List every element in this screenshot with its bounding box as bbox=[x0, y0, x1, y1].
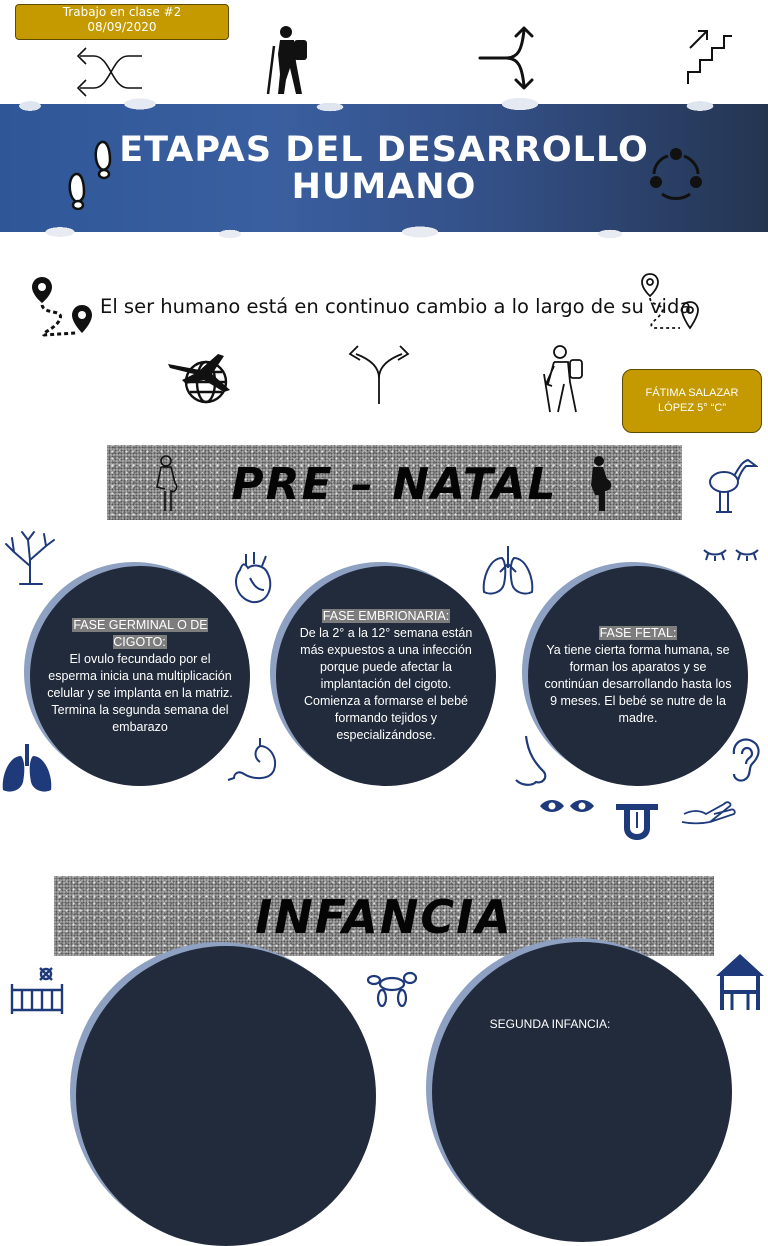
merge-arrows-icon bbox=[478, 24, 544, 90]
tree-icon bbox=[0, 530, 58, 586]
phase-name: FASE EMBRIONARIA: bbox=[322, 609, 450, 623]
pregnant-woman-icon bbox=[587, 455, 615, 513]
crib-icon bbox=[10, 966, 64, 1016]
eyelashes-icon bbox=[702, 544, 762, 562]
phase-description: El ovulo fecundado por el esperma inicia una multiplicación celular y se implanta en la matriz. Termina la segunda semana del embarazo bbox=[47, 651, 233, 734]
phase-name: FASE FETAL: bbox=[599, 626, 677, 640]
cycle-icon bbox=[648, 146, 704, 204]
phase-circle-fetal bbox=[528, 566, 748, 786]
infancia-header bbox=[54, 876, 714, 956]
infancia-circle-left bbox=[76, 946, 376, 1246]
stork-icon bbox=[706, 456, 758, 516]
heart-organ-icon bbox=[230, 550, 276, 606]
stomach-icon bbox=[226, 736, 280, 784]
tongue-icon bbox=[614, 800, 660, 844]
hand-icon bbox=[680, 800, 738, 828]
phase-circle-germinal bbox=[30, 566, 250, 786]
title-line-1: ETAPAS DEL DESARROLLO bbox=[119, 130, 649, 170]
ear-icon bbox=[726, 736, 762, 782]
subtitle: El ser humano está en continuo cambio a lo largo de su vida bbox=[100, 295, 692, 318]
title-line-2: HUMANO bbox=[291, 167, 477, 207]
class-label: Trabajo en clase #2 bbox=[62, 5, 182, 19]
playground-icon bbox=[712, 954, 768, 1010]
page-title bbox=[80, 132, 688, 206]
infancia-circle-right bbox=[432, 942, 732, 1242]
author-box bbox=[622, 369, 762, 433]
plane-globe-icon bbox=[166, 350, 238, 408]
phase-description: Ya tiene cierta forma humana, se forman los aparatos y se continúan desarrollando hasta los 9 meses. El bebé se nutre de la madre. bbox=[544, 643, 732, 725]
class-label-box bbox=[15, 4, 229, 40]
segunda-infancia-label: SEGUNDA INFANCIA: bbox=[489, 1017, 611, 1031]
nose-icon bbox=[512, 734, 550, 788]
split-arrows-icon bbox=[346, 344, 412, 406]
phase-name: FASE GERMINAL O DE CIGOTO: bbox=[73, 617, 208, 649]
class-date: 08/09/2020 bbox=[87, 20, 157, 34]
author-line-2: LÓPEZ 5° “C” bbox=[658, 402, 726, 414]
prenatal-title: PRE – NATAL bbox=[231, 459, 558, 510]
prenatal-header bbox=[107, 445, 682, 520]
balloon-dog-icon bbox=[366, 970, 418, 1010]
title-banner bbox=[0, 92, 768, 252]
route-pins-icon bbox=[30, 275, 94, 339]
hiker-icon bbox=[266, 24, 314, 96]
lungs-icon bbox=[480, 544, 536, 598]
infancia-title: INFANCIA bbox=[255, 890, 513, 944]
phase-circle-embrionaria bbox=[276, 566, 496, 786]
hiker-outline-icon bbox=[540, 344, 590, 414]
author-line-1: FÁTIMA SALAZAR bbox=[645, 387, 739, 399]
lungs-filled-icon bbox=[0, 742, 54, 796]
route-pins-outline-icon bbox=[640, 272, 702, 334]
eyes-icon bbox=[538, 796, 596, 816]
stairs-up-icon bbox=[686, 26, 734, 86]
phase-description: De la 2° a la 12° semana están más expuestos a una infección porque puede afectar la implantación del cigoto. Comienza a formarse el bebé formando tejidos y especializándose. bbox=[299, 626, 473, 742]
